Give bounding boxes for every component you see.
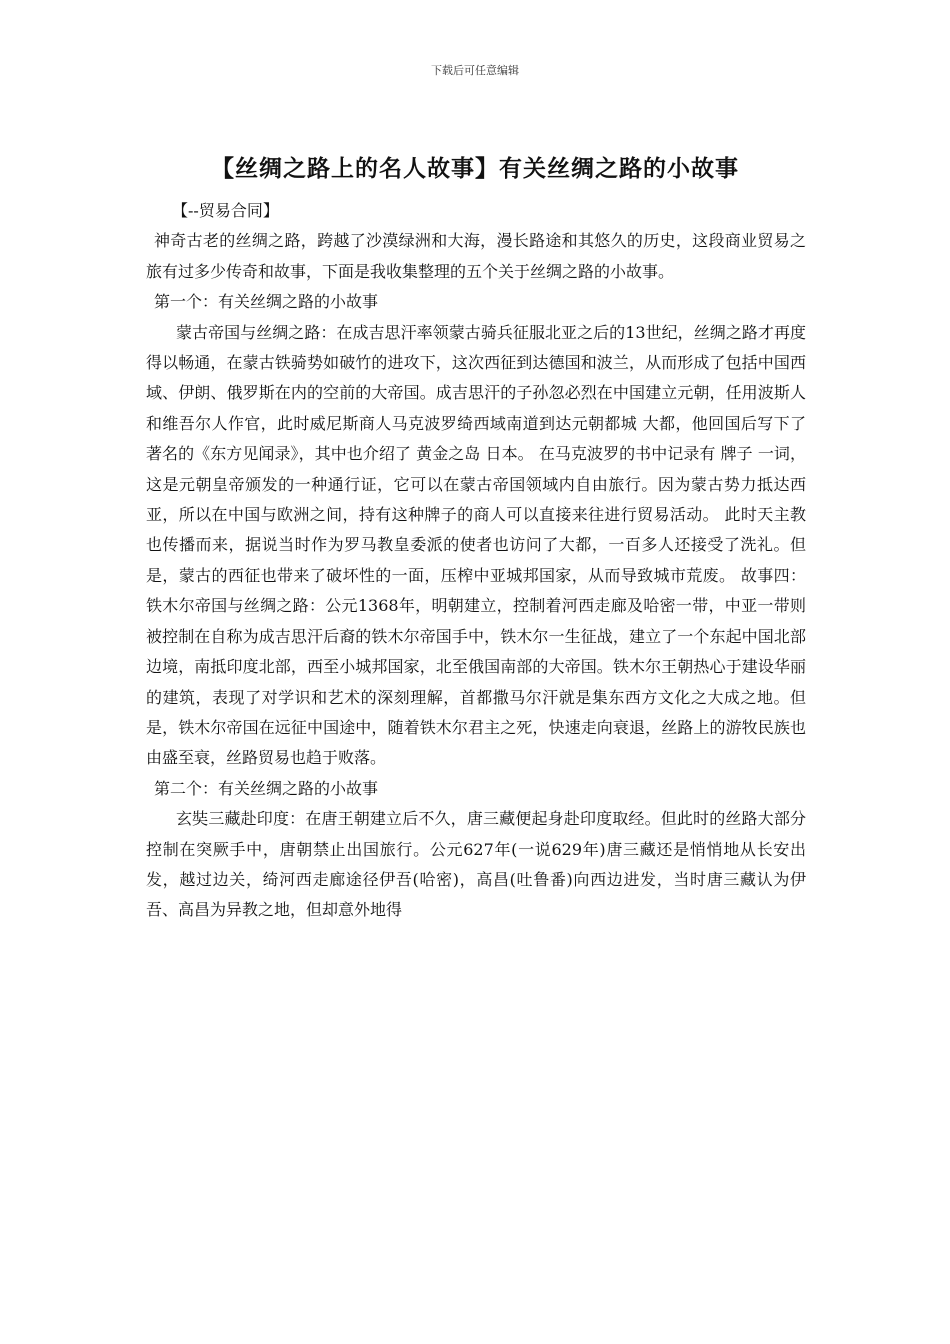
section-paragraph-1: 蒙古帝国与丝绸之路：在成吉思汗率领蒙古骑兵征服北亚之后的13世纪，丝绸之路才再度得以畅通，在蒙古铁骑势如破竹的进攻下，这次西征到达德国和波兰，从而形成了包括中国西域、伊朗、俄罗斯在内的空前的大帝国。成吉思汗的子孙忽必烈在中国建立元朝，任用波斯人和维吾尔人作官，此时威尼斯商人马克波罗绮西域南道到达元朝都城 大都，他回国后写下了著名的《东方见闻录》，其中也介绍了 黄金之岛 日本。 在马克波罗的书中记录有 牌子 一词，这是元朝皇帝颁发的一种通行证，它可以在蒙古帝国领域内自由旅行。因为蒙古势力抵达西亚，所以在中国与欧洲之间，持有这种牌子的商人可以直接来往进行贸易活动。 此时天主教也传播而来，据说当时作为罗马教皇委派的使者也访问了大都，一百多人还接受了洗礼。但是，蒙古的西征也带来了破坏性的一面，压榨中亚城邦国家，从而导致城市荒废。 故事四：铁木尔帝国与丝绸之路：公元1368年，明朝建立，控制着河西走廊及哈密一带，中亚一带则被控制在自称为成吉思汗后裔的铁木尔帝国手中，铁木尔一生征战，建立了一个东起中国北部边境，南抵印度北部，西至小城邦国家，北至俄国南部的大帝国。铁木尔王朝热心于建设华丽的建筑，表现了对学识和艺术的深刻理解，首都撒马尔汗就是集东西方文化之大成之地。但是，铁木尔帝国在远征中国途中，随着铁木尔君主之死，快速走向衰退，丝路上的游牧民族也由盛至衰，丝路贸易也趋于败落。 [146,322,806,768]
intro-paragraph: 神奇古老的丝绸之路，跨越了沙漠绿洲和大海，漫长路途和其悠久的历史，这段商业贸易之旅有过多少传奇和故事，下面是我收集整理的五个关于丝绸之路的小故事。 [146,231,806,281]
section-heading-2: 第二个：有关丝绸之路的小故事 [154,778,379,798]
document-title: 【丝绸之路上的名人故事】有关丝绸之路的小故事 [211,155,739,182]
category-tag: 【--贸易合同】 [172,201,279,220]
section-paragraph-2: 玄奘三藏赴印度：在唐王朝建立后不久，唐三藏便起身赴印度取经。但此时的丝路大部分控制在突厥手中，唐朝禁止出国旅行。公元627年(一说629年)唐三藏还是悄悄地从长安出发，越过边关，绮河西走廊途径伊吾(哈密)，高昌(吐鲁番)向西边进发，当时唐三藏认为伊吾、高昌为异教之地，但却意外地得 [146,809,806,920]
section-heading-1: 第一个：有关丝绸之路的小故事 [154,292,379,312]
document-body [146,196,806,926]
page-header: 下载后可任意编辑 [431,64,519,77]
